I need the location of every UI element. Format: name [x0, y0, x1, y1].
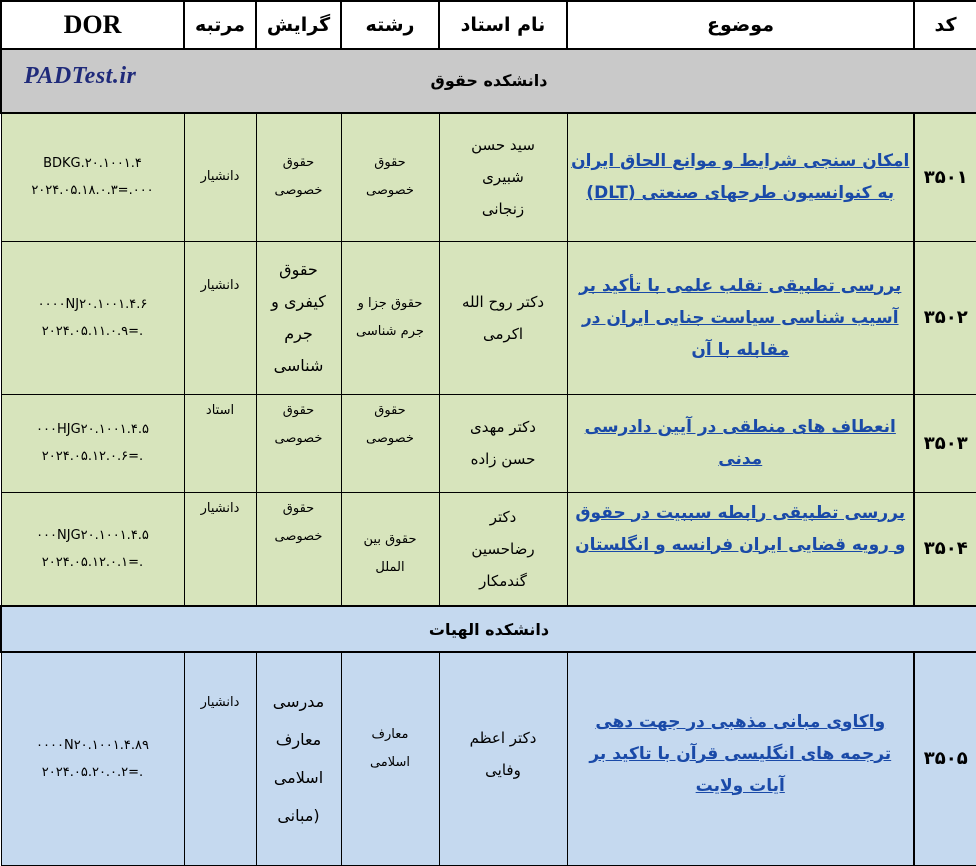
dor-line: BDKG.۲۰.۱۰۰۱.۴	[43, 156, 142, 172]
table-row	[1, 652, 976, 865]
dor-cell	[1, 241, 184, 394]
dor-line: ۲۰۲۴.۰۵.۱۸.۰.۳=.۰۰۰	[31, 183, 154, 199]
major-cell	[341, 652, 439, 865]
trend-line: مدرسی	[272, 691, 325, 711]
header-professor: نام استاد	[439, 1, 567, 49]
trend-line: جرم	[284, 323, 313, 343]
professor-cell	[439, 394, 567, 492]
trend-line: خصوصی	[274, 430, 323, 446]
professor-line: اکرمی	[482, 324, 524, 343]
section-row-law	[1, 49, 976, 113]
rank-cell: دانشیار	[184, 652, 256, 865]
rank-cell: دانشیار	[184, 492, 256, 606]
professor-line: زنجانی	[481, 200, 525, 219]
dor-cell	[1, 394, 184, 492]
major-cell	[341, 113, 439, 241]
code-cell: ۳۵۰۱	[914, 113, 976, 241]
topic-line[interactable]: آیات ولایت	[695, 775, 785, 796]
code-cell: ۳۵۰۵	[914, 652, 976, 865]
trend-line: حقوق	[279, 259, 318, 279]
major-cell	[341, 241, 439, 394]
trend-line: (مبانی	[277, 805, 320, 825]
major-line: خصوصی	[366, 430, 414, 446]
major-line: حقوق	[374, 402, 406, 418]
topic-line[interactable]: ترجمه های انگلیسی قرآن با تاکید بر	[589, 743, 892, 764]
dor-cell	[1, 113, 184, 241]
professor-line: گندمکار	[479, 571, 527, 590]
section-title: دانشکده الهیات	[1, 606, 976, 652]
dor-line: ۰۰۰۰NJ۲۰.۱۰۰۱.۴.۶	[37, 296, 148, 312]
topic-line[interactable]: بررسی تطبیقی رابطه سببیت در حقوق	[575, 502, 906, 523]
professor-cell	[439, 652, 567, 865]
topic-line[interactable]: مقابله با آن	[691, 339, 790, 360]
header-dor: DOR	[1, 1, 184, 49]
topic-link[interactable]	[567, 492, 914, 606]
rank-cell: استاد	[184, 394, 256, 492]
topic-line[interactable]: بررسی تطبیقی تقلب علمی با تأکید بر	[579, 275, 902, 296]
trend-cell	[256, 652, 341, 865]
trend-cell	[256, 113, 341, 241]
professor-line: دکتر	[489, 507, 517, 526]
professor-cell	[439, 492, 567, 606]
professor-line: سید حسن	[471, 136, 535, 155]
major-line: الملل	[375, 559, 405, 575]
professor-cell	[439, 241, 567, 394]
trend-cell	[256, 492, 341, 606]
topic-link[interactable]	[567, 394, 914, 492]
topic-line[interactable]: و رویه قضایی ایران فرانسه و انگلستان	[575, 534, 906, 555]
major-cell	[341, 394, 439, 492]
major-cell	[341, 492, 439, 606]
dor-line: ۲۰۲۴.۰۵.۱۱.۰.۹=.	[41, 323, 144, 339]
dor-line: ۰۰۰۰N۲۰.۱۰۰۱.۴.۸۹	[36, 737, 149, 753]
dor-cell	[1, 492, 184, 606]
major-line: خصوصی	[366, 183, 414, 199]
code-cell: ۳۵۰۴	[914, 492, 976, 606]
table-row	[1, 241, 976, 394]
major-line: حقوق	[374, 155, 406, 171]
trend-line: خصوصی	[274, 183, 323, 199]
professor-line: شبیری	[482, 168, 524, 187]
header-field-trend: گرایش	[256, 1, 341, 49]
code-cell: ۳۵۰۳	[914, 394, 976, 492]
trend-line: کیفری و	[271, 291, 326, 311]
header-code: کد	[914, 1, 976, 49]
professor-cell	[439, 113, 567, 241]
topic-line[interactable]: انعطاف های منطقی در آیین دادرسی	[584, 417, 896, 437]
header-major: رشته	[341, 1, 439, 49]
header-rank: مرتبه	[184, 1, 256, 49]
dor-line: ۰۰۰NJG۲۰.۱۰۰۱.۴.۵	[36, 527, 149, 543]
trend-line: شناسی	[273, 355, 324, 375]
section-cell-law	[1, 49, 976, 113]
site-logo: PADTest.ir	[24, 63, 137, 89]
trend-line: حقوق	[282, 402, 315, 418]
topic-link[interactable]	[567, 652, 914, 865]
professor-line: حسن زاده	[470, 450, 536, 468]
major-line: جرم شناسی	[356, 323, 424, 339]
header-topic: موضوع	[567, 1, 914, 49]
dor-line: ۲۰۲۴.۰۵.۱۲.۰.۱=.	[41, 554, 144, 570]
trend-line: حقوق	[282, 500, 315, 516]
table-row	[1, 394, 976, 492]
topic-link[interactable]	[567, 241, 914, 394]
trend-line: حقوق	[282, 155, 315, 171]
major-line: حقوق بین	[363, 531, 417, 547]
table-row	[1, 492, 976, 606]
professor-line: دکتر اعظم	[469, 728, 537, 747]
topic-line[interactable]: واکاوی مبانی مذهبی در جهت دهی	[595, 711, 886, 732]
major-line: اسلامی	[369, 754, 411, 770]
topic-line[interactable]: امکان سنجی شرایط و موانع الحاق ایران	[571, 151, 910, 172]
dor-line: ۰۰۰HJG۲۰.۱۰۰۱.۴.۵	[36, 422, 149, 437]
professor-line: رضاحسین	[471, 539, 535, 558]
rank-cell: دانشیار	[184, 241, 256, 394]
dor-line: ۲۰۲۴.۰۵.۱۲.۰.۶=.	[41, 449, 144, 464]
table-row	[1, 113, 976, 241]
dor-cell	[1, 652, 184, 865]
major-line: حقوق جزا و	[357, 295, 423, 311]
professor-line: دکتر مهدی	[470, 418, 536, 436]
trend-line: خصوصی	[274, 528, 323, 544]
topic-line[interactable]: مدنی	[718, 449, 763, 469]
code-cell: ۳۵۰۲	[914, 241, 976, 394]
trend-cell	[256, 394, 341, 492]
trend-line: معارف	[275, 729, 322, 749]
rank-cell: دانشیار	[184, 113, 256, 241]
topic-link[interactable]	[567, 113, 914, 241]
major-line: معارف	[371, 726, 409, 742]
dor-line: ۲۰۲۴.۰۵.۲۰.۰.۲=.	[41, 764, 144, 780]
header-row	[1, 1, 976, 49]
topic-line[interactable]: آسیب شناسی سیاست جنایی ایران در	[581, 307, 899, 328]
trend-cell	[256, 241, 341, 394]
professor-line: دکتر روح الله	[461, 292, 545, 311]
topic-line[interactable]: به کنوانسیون طرحهای صنعتی (DLT)	[586, 183, 895, 204]
section-title: دانشکده حقوق	[430, 71, 548, 90]
section-row-theology	[1, 606, 976, 652]
trend-line: اسلامی	[273, 767, 324, 787]
professor-line: وفایی	[485, 760, 521, 779]
